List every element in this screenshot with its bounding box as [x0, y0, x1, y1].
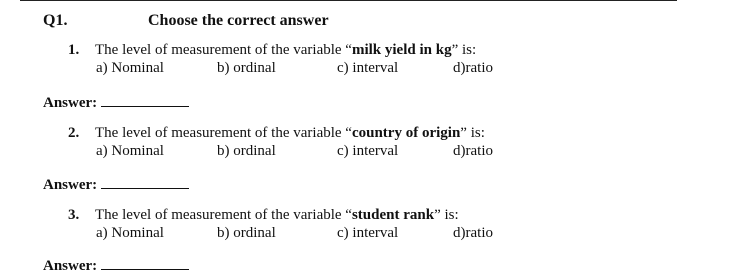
- question-number: Q1.: [43, 12, 68, 29]
- option-b[interactable]: b) ordinal: [217, 143, 276, 159]
- options-row: [0, 143, 732, 163]
- answer-blank[interactable]: [101, 105, 189, 107]
- answer-label: Answer:: [43, 95, 98, 111]
- answer-blank[interactable]: [101, 268, 189, 270]
- question-text-prefix: The level of measurement of the variable “: [95, 125, 352, 141]
- answer-label: Answer:: [43, 177, 98, 193]
- option-c[interactable]: c) interval: [337, 225, 399, 241]
- option-c[interactable]: c) interval: [337, 143, 399, 159]
- option-a[interactable]: a) Nominal: [96, 143, 164, 159]
- option-a[interactable]: a) Nominal: [96, 225, 164, 241]
- question-index: 3.: [68, 207, 80, 223]
- options-row: [0, 60, 732, 80]
- option-d[interactable]: d)ratio: [453, 60, 493, 76]
- options-row: [0, 225, 732, 245]
- question-text-prefix: The level of measurement of the variable “: [95, 42, 352, 58]
- question-index: 2.: [68, 125, 80, 141]
- question-variable: student rank: [351, 207, 435, 223]
- option-b[interactable]: b) ordinal: [217, 60, 276, 76]
- question-text-prefix: The level of measurement of the variable “: [95, 207, 352, 223]
- answer-line-3: [43, 258, 189, 275]
- answer-line-1: [43, 95, 189, 112]
- answer-line-2: [43, 177, 189, 194]
- option-c[interactable]: c) interval: [337, 60, 399, 76]
- question-text-suffix: ” is:: [451, 42, 477, 58]
- question-text-suffix: ” is:: [434, 207, 459, 223]
- option-d[interactable]: d)ratio: [453, 225, 493, 241]
- question-item-1: [0, 42, 732, 82]
- option-d[interactable]: d)ratio: [453, 143, 493, 159]
- answer-blank[interactable]: [101, 187, 189, 189]
- question-item-2: [0, 125, 732, 165]
- question-variable: milk yield in kg: [351, 42, 452, 58]
- question-instruction: Choose the correct answer: [148, 12, 329, 29]
- question-variable: country of origin: [351, 125, 461, 141]
- option-a[interactable]: a) Nominal: [96, 60, 164, 76]
- question-text: [95, 125, 485, 142]
- option-b[interactable]: b) ordinal: [217, 225, 276, 241]
- question-text-suffix: ” is:: [460, 125, 485, 141]
- top-divider: [20, 0, 677, 1]
- question-text: [95, 207, 459, 224]
- question-index: 1.: [68, 42, 80, 58]
- question-item-3: [0, 207, 732, 247]
- question-text: [95, 42, 476, 59]
- answer-label: Answer:: [43, 258, 98, 274]
- question-header: [0, 12, 732, 34]
